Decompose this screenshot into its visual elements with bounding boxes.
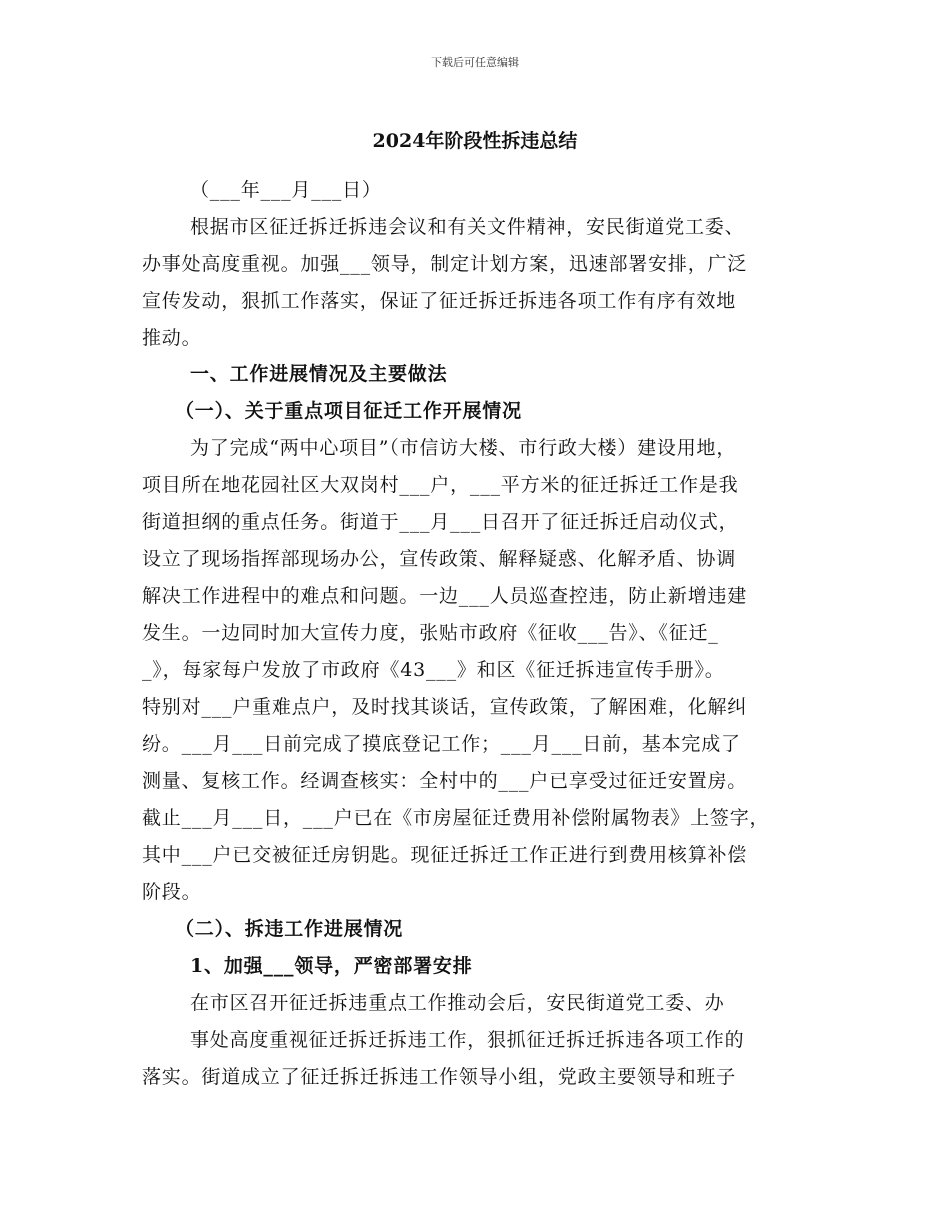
paragraph-line: 发生。一边同时加大宣传力度，张贴市政府《征收___告》、《征迁_ [142, 622, 719, 644]
section-heading: 一、工作进展情况及主要做法 [190, 363, 448, 385]
paragraph-line: 宣传发动，狠抓工作落实，保证了征迁拆迁拆违各项工作有序有效地 [142, 290, 737, 312]
paragraph-line: 阶段。 [142, 881, 202, 903]
header-note: 下载后可任意编辑 [431, 56, 519, 69]
paragraph-line: 其中___户已交被征迁房钥匙。现征迁拆迁工作正进行到费用核算补偿 [142, 844, 748, 866]
date-line: （___年___月___日） [190, 179, 382, 201]
paragraph-line: 项目所在地花园社区大双岗村___户，___平方米的征迁拆迁工作是我 [142, 474, 739, 496]
paragraph-line: 纷。___月___日前完成了摸底登记工作；___月___日前，基本完成了 [142, 733, 741, 755]
paragraph-line: 在市区召开征迁拆违重点工作推动会后，安民街道党工委、办 [190, 992, 725, 1014]
item-heading: 1、加强___领导，严密部署安排 [190, 955, 473, 977]
paragraph-line: 办事处高度重视。加强___领导，制定计划方案，迅速部署安排，广泛 [142, 253, 748, 275]
paragraph-line: 截止___月___日，___户已在《市房屋征迁费用补偿附属物表》上签字， [142, 807, 770, 829]
paragraph-line: 事处高度重视征迁拆迁拆违工作，狠抓征迁拆迁拆违各项工作的 [190, 1029, 745, 1051]
subsection-heading: （一）、关于重点项目征迁工作开展情况 [175, 400, 522, 422]
paragraph-line: 落实。街道成立了征迁拆迁拆违工作领导小组，党政主要领导和班子 [142, 1066, 737, 1088]
paragraph-line: 根据市区征迁拆迁拆违会议和有关文件精神，安民街道党工委、 [190, 216, 745, 238]
subsection-heading: （二）、拆违工作进展情况 [175, 918, 404, 940]
paragraph-line: 特别对___户重难点户，及时找其谈话，宣传政策，了解困难，化解纠 [142, 696, 748, 718]
paragraph-line: 设立了现场指挥部现场办公，宣传政策、解释疑惑、化解矛盾、协调 [142, 548, 737, 570]
paragraph-line: 解决工作进程中的难点和问题。一边___人员巡查控违，防止新增违建 [142, 585, 748, 607]
document-title: 2024年阶段性拆违总结 [372, 130, 578, 152]
paragraph-line: 测量、复核工作。经调查核实：全村中的___户已享受过征迁安置房。 [142, 770, 748, 792]
paragraph-line: _》，每家每户发放了市政府《43___》和区《征迁拆违宣传手册》。 [142, 659, 725, 681]
paragraph-line: 街道担纲的重点任务。街道于___月___日召开了征迁拆迁启动仪式， [142, 511, 739, 533]
paragraph-line: 推动。 [142, 327, 202, 349]
paragraph-line: 为了完成“两中心项目”（市信访大楼、市行政大楼）建设用地， [190, 437, 737, 459]
